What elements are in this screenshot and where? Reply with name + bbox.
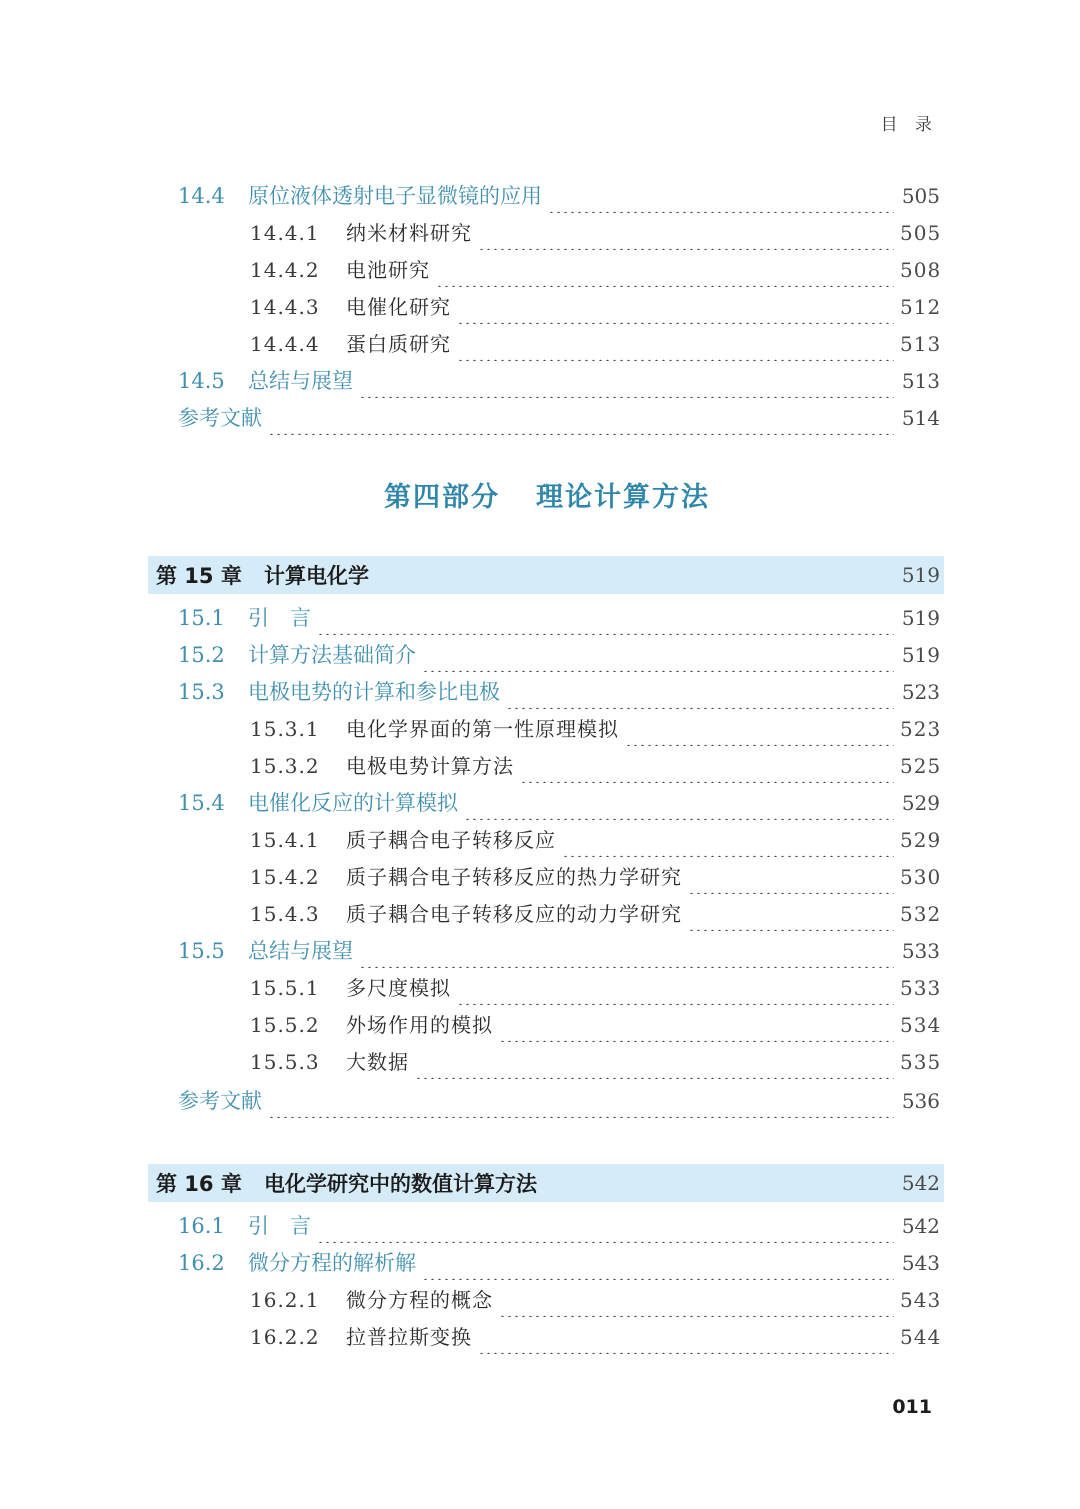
page-number: 536	[901, 1089, 940, 1113]
page-number: 533	[900, 976, 942, 1000]
page-number: 523	[900, 717, 942, 741]
leader-dots	[457, 327, 894, 361]
toc-entry-14-4-2[interactable]	[148, 253, 940, 287]
leader-dots	[457, 971, 894, 1005]
section-title: 大数据	[346, 1050, 409, 1074]
chapter-title: 计算电化学	[264, 564, 369, 588]
section-title: 微分方程的概念	[346, 1288, 493, 1312]
section-number: 14.4	[178, 184, 225, 208]
section-title: 蛋白质研究	[346, 332, 451, 356]
part-name: 理论计算方法	[536, 482, 710, 513]
section-number: 15.2	[178, 643, 225, 667]
toc-entry-15-4-3[interactable]	[148, 897, 940, 931]
toc-entry-15-1[interactable]	[148, 601, 940, 635]
section-title: 外场作用的模拟	[346, 1013, 493, 1037]
section-title: 拉普拉斯变换	[346, 1325, 472, 1349]
page-number: 530	[900, 865, 942, 889]
section-number: 14.4.3	[250, 295, 320, 319]
leader-dots	[317, 601, 894, 635]
leader-dots	[359, 934, 894, 968]
page-number: 512	[900, 295, 942, 319]
section-number: 15.3	[178, 680, 225, 704]
section-number: 15.4.1	[250, 828, 320, 852]
leader-dots	[562, 823, 894, 857]
section-number: 16.2.2	[250, 1325, 320, 1349]
leader-dots	[688, 897, 894, 931]
section-title: 引 言	[248, 1214, 311, 1238]
page-number: 529	[900, 828, 942, 852]
section-title: 参考文献	[178, 406, 262, 430]
section-number: 15.4.2	[250, 865, 320, 889]
chapter-15-heading[interactable]	[148, 556, 944, 594]
toc-entry-15-5-2[interactable]	[148, 1008, 940, 1042]
toc-entry-14-4-3[interactable]	[148, 290, 940, 324]
section-title: 电极电势的计算和参比电极	[248, 680, 500, 704]
part-title	[0, 475, 1080, 514]
section-number: 15.5.3	[250, 1050, 320, 1074]
leader-dots	[499, 1283, 894, 1317]
leader-dots	[478, 1320, 894, 1354]
toc-entry-16-2[interactable]	[148, 1246, 940, 1280]
section-title: 纳米材料研究	[346, 221, 472, 245]
toc-entry-14-5[interactable]	[148, 364, 940, 398]
page-number: 544	[900, 1325, 942, 1349]
leader-dots	[268, 1084, 894, 1118]
page-number: 519	[901, 606, 940, 630]
leader-dots	[422, 1246, 894, 1280]
chapter-page: 519	[901, 563, 940, 587]
chapter-number: 第 15 章	[156, 564, 242, 588]
leader-dots	[548, 179, 894, 213]
section-number: 15.5.1	[250, 976, 320, 1000]
toc-entry-15-3[interactable]	[148, 675, 940, 709]
page-number: 534	[900, 1013, 942, 1037]
running-head: 目 录	[880, 115, 938, 135]
section-title: 原位液体透射电子显微镜的应用	[248, 184, 542, 208]
toc-entry-16-2-1[interactable]	[148, 1283, 940, 1317]
toc-entry-14-4-1[interactable]	[148, 216, 940, 250]
part-label: 第四部分	[384, 482, 500, 513]
toc-entry-15-5-3[interactable]	[148, 1045, 940, 1079]
section-number: 14.4.4	[250, 332, 320, 356]
leader-dots	[457, 290, 894, 324]
section-title: 参考文献	[178, 1089, 262, 1113]
leader-dots	[268, 401, 894, 435]
leader-dots	[499, 1008, 894, 1042]
section-number: 15.3.2	[250, 754, 320, 778]
section-title: 质子耦合电子转移反应的动力学研究	[346, 902, 682, 926]
section-number: 15.5.2	[250, 1013, 320, 1037]
page-number: 533	[901, 939, 940, 963]
page-number: 535	[900, 1050, 942, 1074]
toc-entry-15-4[interactable]	[148, 786, 940, 820]
page-number: 505	[900, 221, 942, 245]
page-number: 529	[901, 791, 940, 815]
section-number: 16.2	[178, 1251, 225, 1275]
section-title: 总结与展望	[248, 939, 353, 963]
toc-entry-references-15[interactable]	[148, 1084, 940, 1118]
leader-dots	[520, 749, 894, 783]
section-title: 引 言	[248, 606, 311, 630]
section-title: 计算方法基础简介	[248, 643, 416, 667]
section-title: 电催化研究	[346, 295, 451, 319]
page-number: 508	[900, 258, 942, 282]
toc-entry-16-2-2[interactable]	[148, 1320, 940, 1354]
toc-entry-15-3-1[interactable]	[148, 712, 940, 746]
toc-entry-references-14[interactable]	[148, 401, 940, 435]
page-number: 513	[900, 332, 942, 356]
leader-dots	[422, 638, 894, 672]
toc-entry-14-4-4[interactable]	[148, 327, 940, 361]
toc-entry-15-4-1[interactable]	[148, 823, 940, 857]
chapter-number: 第 16 章	[156, 1172, 242, 1196]
chapter-title: 电化学研究中的数值计算方法	[264, 1172, 537, 1196]
section-number: 16.1	[178, 1214, 225, 1238]
chapter-page: 542	[901, 1171, 940, 1195]
section-number: 14.4.2	[250, 258, 320, 282]
page-number: 519	[901, 643, 940, 667]
section-title: 电催化反应的计算模拟	[248, 791, 458, 815]
leader-dots	[415, 1045, 894, 1079]
section-number: 15.4.3	[250, 902, 320, 926]
section-title: 质子耦合电子转移反应	[346, 828, 556, 852]
chapter-16-heading[interactable]	[148, 1164, 944, 1202]
page-folio: 011	[892, 1396, 932, 1418]
section-title: 多尺度模拟	[346, 976, 451, 1000]
leader-dots	[625, 712, 894, 746]
section-number: 15.1	[178, 606, 225, 630]
section-title: 电化学界面的第一性原理模拟	[346, 717, 619, 741]
leader-dots	[688, 860, 894, 894]
section-number: 15.5	[178, 939, 225, 963]
section-title: 微分方程的解析解	[248, 1251, 416, 1275]
section-number: 15.4	[178, 791, 225, 815]
page-number: 543	[900, 1288, 942, 1312]
page-number: 543	[901, 1251, 940, 1275]
toc-entry-16-1[interactable]	[148, 1209, 940, 1243]
leader-dots	[478, 216, 894, 250]
page-number: 514	[901, 406, 940, 430]
leader-dots	[464, 786, 894, 820]
section-number: 14.5	[178, 369, 225, 393]
page-number: 505	[901, 184, 940, 208]
toc-entry-15-4-2[interactable]	[148, 860, 940, 894]
toc-entry-15-3-2[interactable]	[148, 749, 940, 783]
page-number: 532	[900, 902, 942, 926]
page-number: 542	[901, 1214, 940, 1238]
page-number: 523	[901, 680, 940, 704]
toc-entry-15-5-1[interactable]	[148, 971, 940, 1005]
section-title: 电极电势计算方法	[346, 754, 514, 778]
section-number: 15.3.1	[250, 717, 320, 741]
section-number: 16.2.1	[250, 1288, 320, 1312]
section-title: 总结与展望	[248, 369, 353, 393]
toc-entry-15-2[interactable]	[148, 638, 940, 672]
leader-dots	[317, 1209, 894, 1243]
toc-entry-14-4[interactable]	[148, 179, 940, 213]
leader-dots	[506, 675, 894, 709]
page-number: 513	[901, 369, 940, 393]
leader-dots	[436, 253, 894, 287]
page-number: 525	[900, 754, 942, 778]
section-title: 电池研究	[346, 258, 430, 282]
leader-dots	[359, 364, 894, 398]
section-number: 14.4.1	[250, 221, 320, 245]
section-title: 质子耦合电子转移反应的热力学研究	[346, 865, 682, 889]
toc-entry-15-5[interactable]	[148, 934, 940, 968]
